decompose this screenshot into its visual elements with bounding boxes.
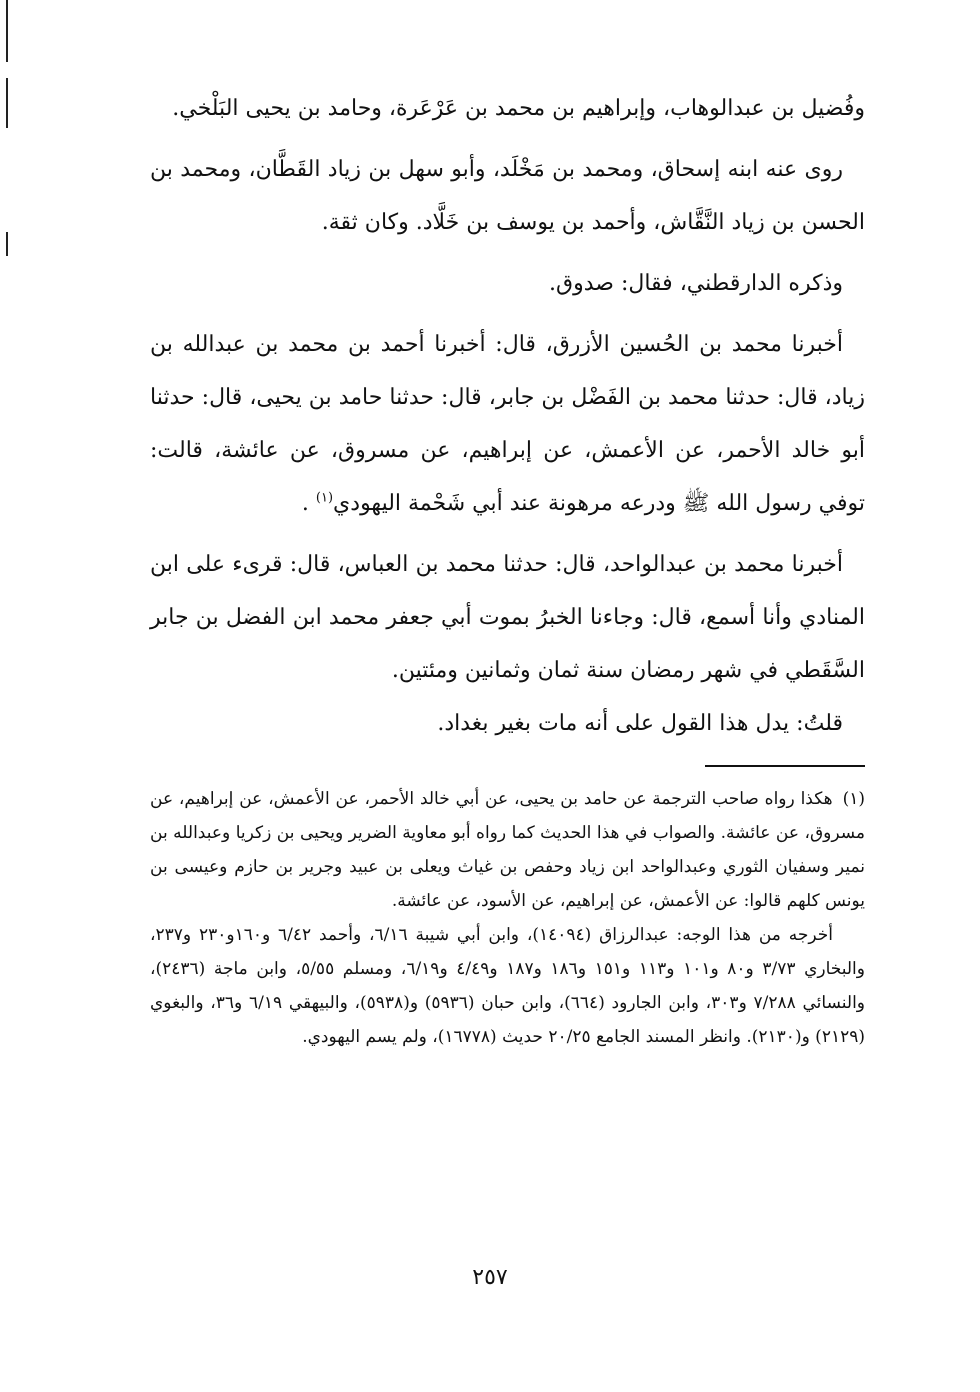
scan-edge-mark <box>6 0 8 62</box>
page-number: ٢٥٧ <box>472 1265 508 1290</box>
main-text <box>150 82 865 750</box>
paragraph: وذكره الدارقطني، فقال: صدوق. <box>549 271 843 296</box>
paragraph: قلتُ: يدل هذا القول على أنه مات بغير بغداد. <box>437 711 843 736</box>
paragraph: روى عنه ابنه إسحاق، ومحمد بن مَخْلَد، وأبو سهل بن زياد القَطَّان، ومحمد بن الحسن بن زياد النَّقَّاش، وأحمد بن يوسف بن خَلَّاد. وكان ثقة. <box>150 157 865 235</box>
scan-edge-mark <box>6 232 8 256</box>
paragraph: وفُضيل بن عبدالوهاب، وإبراهيم بن محمد بن عَرْعَرة، وحامد بن يحيى البَلْخي. <box>172 96 865 121</box>
footnote-text: هكذا رواه صاحب الترجمة عن حامد بن يحيى، عن أبي خالد الأحمر، عن الأعمش، عن إبراهيم، عن مسروق، عن عائشة. والصواب في هذا الحديث كما رواه أبو معاوية الضرير ويحيى بن زكريا وعبدالله بن نمير وسفيان الثوري وعبدالواحد ابن زياد وحفص بن غياث ويعلى بن عبيد وجرير بن حازم وعيسى بن يونس كلهم قالوا: عن الأعمش، عن إبراهيم، عن الأسود، عن عائشة. <box>150 789 865 911</box>
paragraph <box>150 318 865 530</box>
footnotes <box>150 782 865 1054</box>
paragraph: أخبرنا محمد بن عبدالواحد، قال: حدثنا محمد بن العباس، قال: قرىء على ابن المنادي وأنا أسمع، قال: وجاءنا الخبرُ بموت أبي جعفر محمد ابن الفضل بن جابر السَّقَطي في شهر رمضان سنة ثمان وثمانين ومئتين. <box>150 552 865 683</box>
footnote-continuation: أخرجه من هذا الوجه: عبدالرزاق (١٤٠٩٤)، وابن أبي شيبة ٦/١٦، وأحمد ٦/٤٢ و١٦٠و٢٣٠ و٢٣٧، والبخاري ٣/٧٣ و٨٠ و١٠١ و١١٣ و١٥١ و١٨٦ و١٨٧ و٤/٤٩ و٦/١٩، ومسلم ٥/٥٥، وابن ماجة (٢٤٣٦)، والنسائي ٧/٢٨٨ و٣٠٣، وابن الجارود (٦٦٤)، وابن حبان (٥٩٣٦) و(٥٩٣٨)، والبيهقي ٦/١٩ و٣٦، والبغوي (٢١٢٩) و(٢١٣٠). وانظر المسند الجامع ٢٠/٢٥ حديث (١٦٧٧٨)، ولم يسم اليهودي. <box>150 925 865 1047</box>
footnote-number: (١) <box>842 789 865 809</box>
footnote <box>150 782 865 918</box>
footnote-reference: (١) <box>315 490 334 506</box>
paragraph-end: . <box>301 491 316 516</box>
hadith-text: أخبرنا محمد بن الحُسين الأزرق، قال: أخبرنا أحمد بن محمد بن عبدالله بن زياد، قال: حدثنا محمد بن الفَضْل بن جابر، قال: حدثنا حامد بن يحيى، قال: حدثنا أبو خالد الأحمر، عن الأعمش، عن إبراهيم، عن مسروق، عن عائشة، قالت: توفي رسول الله ﷺ ودرعه مرهونة عند أبي شَحْمة اليهودي <box>150 332 865 516</box>
footnote-separator <box>705 765 865 767</box>
scan-edge-mark <box>6 78 8 128</box>
